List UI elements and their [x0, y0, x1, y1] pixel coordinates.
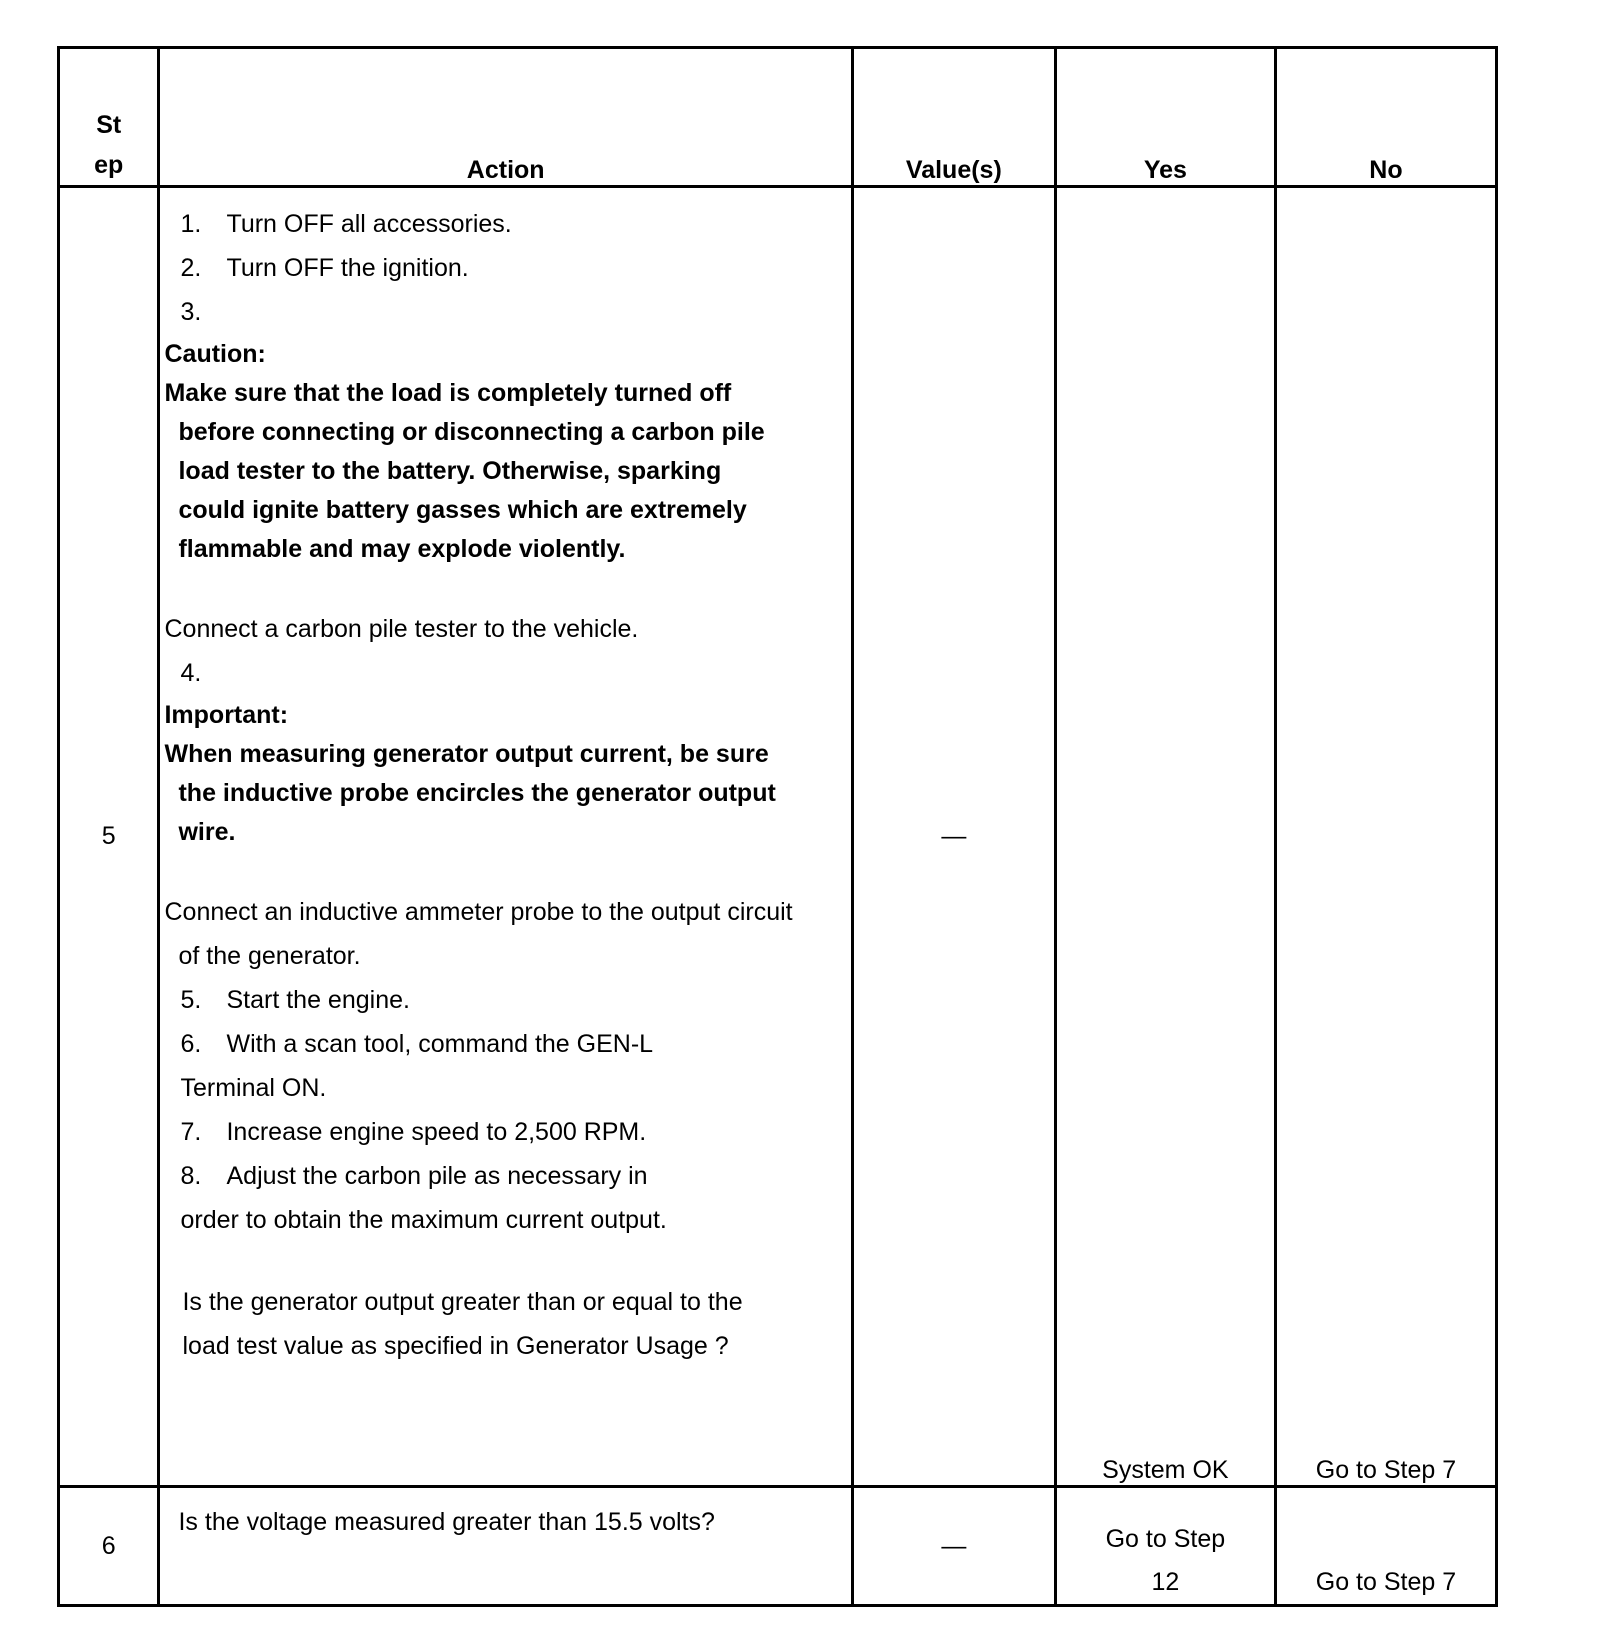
no-cell: Go to Step 7 [1275, 1487, 1496, 1606]
step-header-label: St ep [94, 111, 124, 179]
action-item: 5. Start the engine. [180, 986, 410, 1014]
action-item: 8. Adjust the carbon pile as necessary in order to obtain the maximum current output. [180, 1162, 667, 1234]
action-header: Action [159, 48, 852, 187]
yes-cell [1055, 1487, 1275, 1606]
important-text: When measuring generator output current, be sure the inductive probe encircles the generator output wire. [164, 740, 776, 846]
value-cell: — [852, 1487, 1055, 1606]
step-number: 5 [59, 187, 159, 1487]
action-cell [159, 1487, 852, 1606]
action-item: 4. [180, 659, 202, 687]
caution-text: Make sure that the load is completely turned off before connecting or disconnecting a carbon pile load tester to the battery. Otherwise, sparking could ignite battery gasses which are extremely flammable and may explode violently. [164, 379, 765, 563]
yes-cell: System OK [1055, 187, 1275, 1487]
table-row [59, 1487, 1497, 1606]
action-item: 1. Turn OFF all accessories. [180, 210, 512, 238]
value-cell: — [852, 187, 1055, 1487]
important-label: Important: [164, 701, 289, 729]
action-item: 6. With a scan tool, command the GEN-L Terminal ON. [180, 1030, 653, 1102]
action-item: 3. [180, 298, 202, 326]
step-number: 6 [59, 1487, 159, 1606]
table-row [59, 187, 1497, 1487]
action-item: 2. Turn OFF the ignition. [180, 254, 469, 282]
action-text: Connect a carbon pile tester to the vehicle. [164, 615, 639, 643]
no-cell: Go to Step 7 [1275, 187, 1496, 1487]
action-item: 7. Increase engine speed to 2,500 RPM. [180, 1118, 647, 1146]
yes-header: Yes [1055, 48, 1275, 187]
yes-cell-text: Go to Step 12 [1105, 1525, 1226, 1596]
no-header: No [1275, 48, 1496, 187]
diagnostic-table [57, 46, 1498, 1607]
question-text: Is the generator output greater than or equal to the load test value as specified in Generator Usage ? [182, 1288, 743, 1360]
caution-label: Caution: [164, 340, 266, 368]
values-header: Value(s) [852, 48, 1055, 187]
action-text: Connect an inductive ammeter probe to the output circuit of the generator. [164, 898, 793, 970]
action-cell [159, 187, 852, 1487]
question-text: Is the voltage measured greater than 15.5 volts? [178, 1508, 715, 1536]
step-header [59, 48, 159, 187]
header-row [59, 48, 1497, 187]
